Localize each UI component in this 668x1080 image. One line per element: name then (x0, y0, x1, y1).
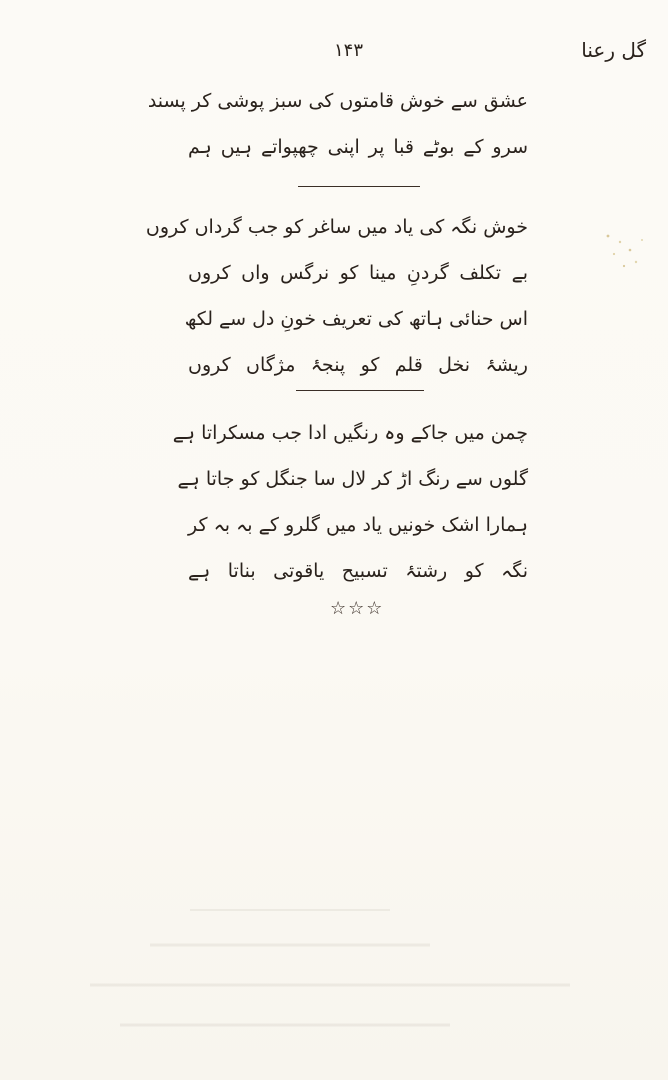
book-title: گل رعنا (581, 38, 646, 62)
stanza-3 (172, 410, 528, 594)
verse-line: گلوں سے رنگ اڑ کر لال سا جنگل کو جاتا ہے (177, 468, 528, 490)
verse-line: سرو کے بوٹے قبا پر اپنی چھپواتے ہیں ہم (188, 136, 528, 158)
stanza-divider (296, 390, 424, 391)
verse-line: نگہ کو رشتۂ تسبیح یاقوتی بناتا ہے (188, 560, 528, 582)
page-number: ۱۴۳ (334, 40, 364, 61)
verse-line: اس حنائی ہاتھ کی تعریف خونِ دل سے لکھ (184, 308, 528, 330)
stanza-1 (147, 78, 528, 170)
star-ornament: ☆☆☆ (330, 598, 385, 619)
verse-line: بے تکلف گردنِ مینا کو نرگس واں کروں (188, 262, 528, 284)
verse-line: عشق سے خوش قامتوں کی سبز پوشی کر پسند (147, 90, 528, 112)
stanza-2 (145, 204, 528, 388)
verse-line: خوش نگہ کی یاد میں ساغر کو جب گرداں کروں (145, 216, 528, 238)
paper-speckle (600, 228, 650, 278)
verse-line: ہمارا اشک خونیں یاد میں گلرو کے بہ بہ کر (188, 514, 528, 536)
show-through (90, 900, 570, 1040)
verse-line: چمن میں جاکے وہ رنگیں ادا جب مسکراتا ہے (172, 422, 528, 444)
verse-line: ریشۂ نخل قلم کو پنجۂ مژگاں کروں (188, 354, 528, 376)
stanza-divider (298, 186, 420, 187)
